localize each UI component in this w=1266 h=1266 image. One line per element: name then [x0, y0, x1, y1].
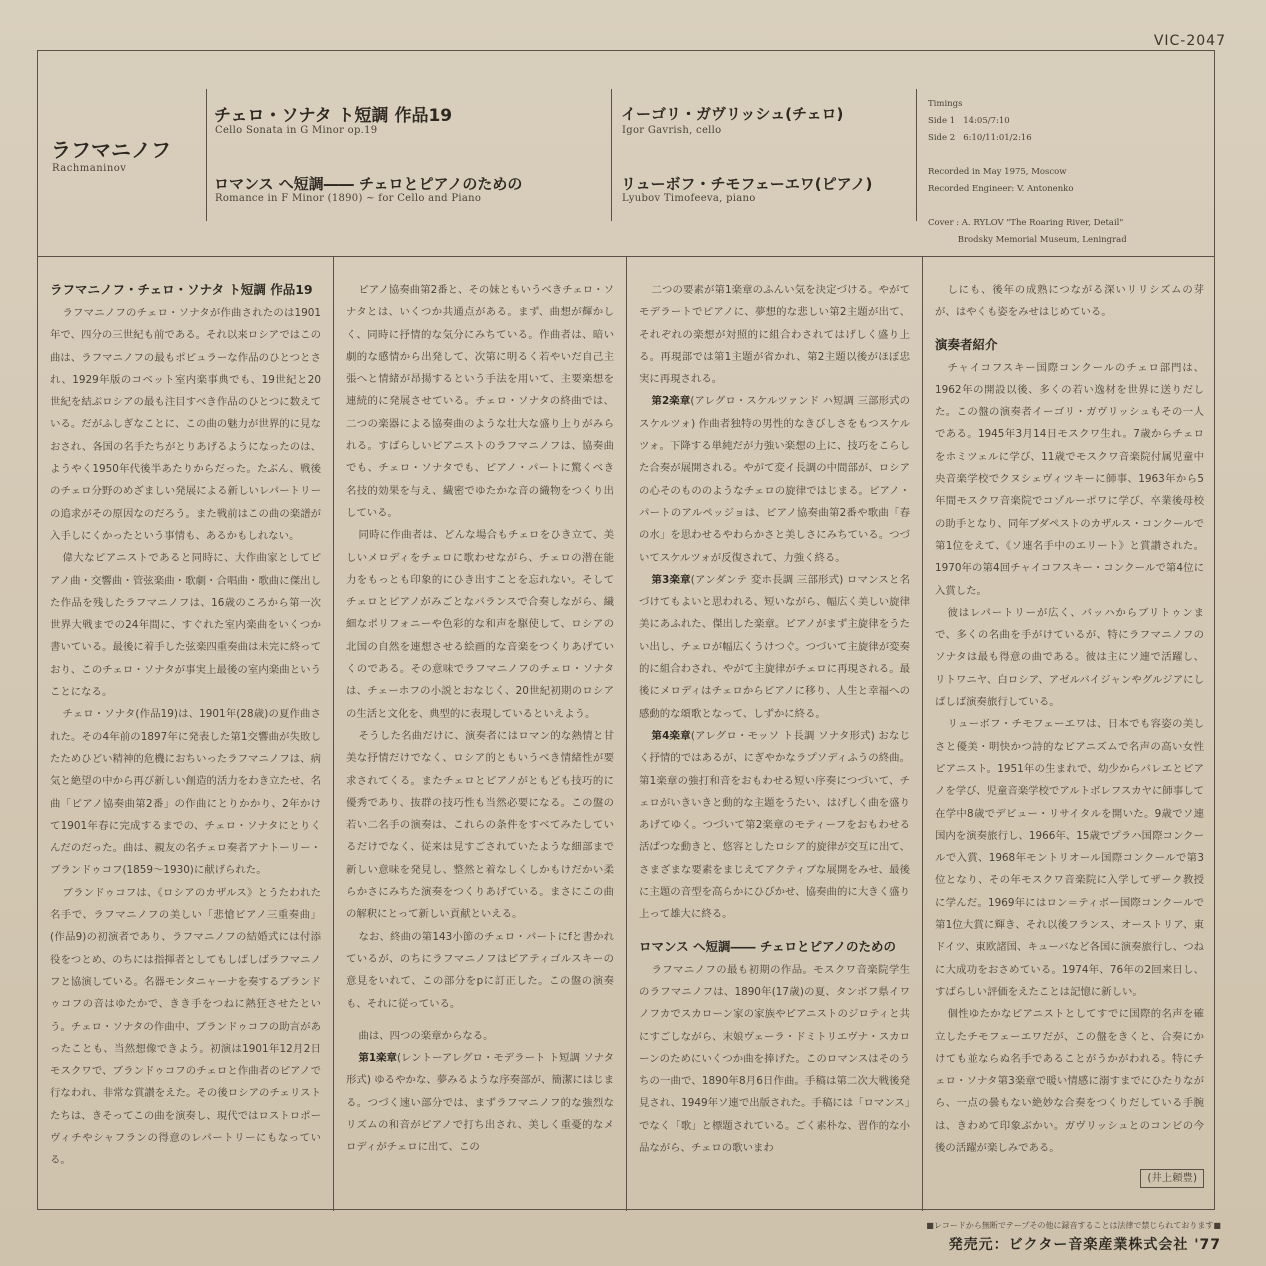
composer-name-en: Rachmaninov — [52, 163, 127, 174]
publisher-line: 発売元：ビクター音楽産業株式会社 '77 — [948, 1237, 1221, 1253]
signature-row — [935, 1167, 1204, 1189]
header-panel — [38, 51, 1214, 257]
sonata-heading: ラフマニノフ・チェロ・ソナタ ト短調 作品19 — [50, 282, 313, 297]
movement-1-label: 第1楽章 — [358, 1052, 397, 1065]
catalog-number: VIC-2047 — [1153, 33, 1226, 49]
recording-credits: Timings Side 1 14:05/7:10 Side 2 6:10/11:01/2:16 Recorded in May 1975, Moscow Recorded Engineer: V. Antonenko Cover : A. RYLOV "The Roaring River, Detail" Brodsky Memorial Museum, Leningrad — [928, 99, 1127, 245]
movement-1-paragraph — [346, 1047, 614, 1158]
movement-4-text: (アレグロ・モッソ ト長調 ソナタ形式) おなじく抒情的ではあるが、にぎやかなラプソディふうの終曲。第1楽章の強打和音をおもわせる短い序奏につづいて、チェロがいきいきと動的な主題をうたい、はげしく曲を盛りあげてゆく。つづいて第2楽章のモティーフをおもわせる活ぱつな動きと、悠容としたロシア的旋律が交互に出て、さまざまな要素をまじえてアクティブな展開をみせ、最後に主題の音型を高らかにひびかせ、協奏曲的に大きく盛り上って雄大に終る。 — [639, 729, 911, 921]
work2-title-en: Romance in F Minor (1890) ~ for Cello and Piano — [215, 193, 482, 204]
romance-heading: ロマンス へ短調―― チェロとピアノのための — [639, 938, 896, 954]
movement-2-text: (アレグロ・スケルツァンド ハ短調 三部形式のスケルツォ) 作曲者独特の男性的なきびしさをもつスケルツォ。下降する単純だが力強い楽想の上に、技巧をこらした合奏が展開される。やがて変イ長調の中間部が、ロシアの心そのもののようなチェロの旋律ではじまる。ピアノ・パートのアルペッジョは、ピアノ協奏曲第2番や歌曲「春の水」を思わせるやわらかさと美しさにみちている。つづいてスケルツォが反復されて、力強く終る。 — [639, 395, 910, 564]
spacer — [935, 324, 1204, 334]
footer — [926, 1220, 1221, 1254]
column-4 — [922, 257, 1216, 1211]
paragraph: なお、終曲の第143小節のチェロ・パートにfと書かれているが、のちにラフマニノフはピアティゴルスキーの意見をいれて、この部分をpに訂正した。この盤の演奏も、それに従っている。 — [346, 930, 614, 1010]
movement-2-paragraph — [639, 390, 910, 568]
column-3 — [626, 257, 922, 1211]
paragraph: ピアノ協奏曲第2番と、その妹ともいうべきチェロ・ソナタとは、いくつか共通点がある。まず、曲想が輝かしく、同時に抒情的な気分にみちている。作曲者は、暗い劇的な感情から出発して、次第に明るく若やいだ自己主張へと情緒が昂揚するという手法を用いて、主要楽想を連続的に発展させている。チェロ・ソナタの終曲では、二つの楽器による協奏曲のような壮大な盛り上りがみられる。すばらしいピアニストのラフマニノフは、協奏曲でも、チェロ・ソナタでも、ピアノ・パートに驚くべき名技的効果を与え、繊密でゆたかな音の織物をつくり出している。 — [346, 284, 614, 519]
performer2-name-jp: リューボフ・チモフェーエワ(ピアノ) — [621, 175, 873, 193]
liner-notes-columns — [38, 257, 1214, 1211]
movement-1-text: (レントーアレグロ・モデラート ト短調 ソナタ形式) ゆるやかな、夢みるような序奏部が、簡潔にはじまる。つづく速い部分では、まずラフマニノフ的な強烈なリズムの和音がピアノで打ち出され、美しく重憂的なメロディがチェロに出て、この — [346, 1052, 615, 1154]
movement-2-label: 第2楽章 — [651, 395, 691, 408]
composer-name-jp: ラフマニノフ — [51, 138, 171, 162]
movement-3-text: (アンダンテ 変ホ長調 三部形式) ロマンスと名づけてもよいと思われる、短いながら、幅広く美しい旋律美にあふれた、傑出した楽章。ピアノがまず主旋律をうたい出し、チェロが幅広くうけつぐ。つづいて主旋律が変奏的に組合わされ、やがて主旋律がチェロに再現される。最後にメロディはチェロからピアノに移り、人生と幸福への感動的な頌歌となって、しずかに終る。 — [639, 573, 910, 720]
header-divider-2 — [611, 89, 612, 221]
paragraph: 彼はレパートリーが広く、バッハからブリトゥンまで、多くの名曲を手がけているが、特にラフマニノフのソナタは最も得意の曲である。彼は主にソ連で活躍し、リトワニヤ、白ロシア、アゼルバイジャンやグルジアにしばしば演奏旅行している。 — [935, 606, 1204, 709]
paragraph: そうした名曲だけに、演奏者にはロマン的な熱情と甘美な抒情だけでなく、ロシア的ともいうべき情緒性が要求されてくる。またチェロとピアノがともども技巧的に優秀であり、抜群の技巧性も当然必要になる。この盤の若い二名手の演奏は、これらの条件をすべてみたしているだけでなく、従来は見すごされていたような細部まで新しい意味を発見し、整然と着なしくしかもけだかい柔らかさにみちた演奏をつくりあげている。まさにこの曲の解釈にとって新しい貢献といえる。 — [346, 729, 614, 921]
work1-title-jp: チェロ・ソナタ ト短調 作品19 — [214, 106, 453, 126]
spacer — [346, 1015, 614, 1025]
paragraph: ラフマニノフの最も初期の作品。モスクワ音楽院学生のラフマニノフは、1890年(17歳)の夏、タンボフ県イワノフカでスカローン家の家族やピアニストのジロティと共にすごしながら、末娘ヴェーラ・ドミトリエヴナ・スカローンのためにいくつか曲を捧げた。このロマンスはそのうちの一曲で、1890年8月6日作曲。手稿は第二次大戦後発見され、1949年ソ連で出版された。手稿には「ロマンス」でなく「歌」と標題されている。ごく素朴な、習作的な小品ながら、チェロの歌いまわ — [639, 963, 910, 1154]
paragraph: 曲は、四つの楽章からなる。 — [358, 1029, 494, 1042]
performer1-name-jp: イーゴリ・ガヴリッシュ(チェロ) — [621, 105, 844, 123]
paragraph: チェロ・ソナタ(作品19)は、1901年(28歳)の夏作曲された。その4年前の1897年に発表した第1交響曲が失敗したためひどい精神的危機におちいったラフマニノフは、病気と絶望の中から再び新しい創造的活力をわき立たせ、名曲「ピアノ協奏曲第2番」の作曲にとりかかり、2年かけて1901年春に完成するまでの、チェロ・ソナタにとりくんだのだった。曲は、親友の名チェロ奏者アナトーリー・ブランドゥコフ(1859〜1930)に献げられた。 — [50, 708, 321, 877]
movement-4-label: 第4楽章 — [651, 729, 691, 742]
paragraph: しにも、後年の成熟につながる深いリリシズムの芽が、はやくも姿をみせはじめている。 — [935, 284, 1204, 319]
header-divider-1 — [206, 89, 207, 221]
work2-title-jp: ロマンス へ短調―― チェロとピアノのための — [214, 175, 523, 193]
paragraph: ブランドゥコフは、《ロシアのカザルス》とうたわれた名手で、ラフマニノフの美しい「悲愴ピアノ三重奏曲」(作品9)の初演者であり、ラフマニノフの結婚式には付添役をつとめ、のちには指揮者としてもしばしばラフマニノフと協演している。名器モンタニャーナを奏するブランドゥコフの音はゆたかで、きき手をつねに熱狂させたという。チェロ・ソナタの作曲中、ブランドゥコフの助言があったことも、当然想像できよう。初演は1901年12月2日モスクワで、ブランドゥコフのチェロと作曲者のピアノで行なわれ、非常な賞讃をえた。その後ロシアのチェリストたちは、きそってこの曲を演奏し、現代ではロストロポーヴィチやシャフランの得意のレパートリーにもなっている。 — [50, 886, 321, 1167]
paragraph: 同時に作曲者は、どんな場合もチェロをひき立て、美しいメロディをチェロに歌わせながら、チェロの潜在能力をもっとも印象的にひき出すことを忘れない。そしてチェロとピアノがみごとなバランスで合奏しながら、繊細なポリフォニーや色彩的な和声を駆使して、ロシアの北国の自然を連想させる絵画的な音楽をつくりあげていくのである。その意味でラフマニノフのチェロ・ソナタは、チェーホフの小説とおなじく、20世紀初期のロシアの生活と文化を、典型的に表現しているといえよう。 — [346, 529, 614, 720]
paragraph: チャイコフスキー国際コンクールのチェロ部門は、1962年の開設以後、多くの若い逸材を世界に送りだした。この盤の演奏者イーゴリ・ガヴリッシュもその一人である。1945年3月14日モスクワ生れ。7歳からチェロをホミツェルに学び、11歳でモスクワ音楽院付属児童中央音楽学校でクヌシェヴィツキーに師事、1963年から5年間モスクワ音楽院でコゾルーポワに学び、卒業後母校の助手となり、同年ブダペストのカザルス・コンクールで第1位をえて、《ソ連名手中のエリート》と賞讃された。1970年の第4回チャイコフスキー・コンクールで第4位に入賞した。 — [935, 361, 1204, 597]
paragraph: 二つの要素が第1楽章のふんい気を決定づける。やがてモデラートでピアノに、夢想的な悲しい第2主題が出て、それぞれの楽想が対照的に組合わされてはげしく盛り上る。再現部では第1主題が省かれ、第2主題以後がほぼ忠実に再現される。 — [639, 284, 910, 386]
header-divider-3 — [916, 89, 917, 221]
column-2 — [333, 257, 626, 1211]
paragraph: ラフマニノフのチェロ・ソナタが作曲されたのは1901年で、四分の三世紀も前である。それ以来ロシアではこの曲は、ラフマニノフの最もポピュラーな作品のひとつとされ、1929年版のコベット室内楽事典でも、19世紀と20世紀を結ぶロシアの最も注目すべき作品のひとつに数えている。だがふしぎなことに、この曲の魅力が世界的に見なおされ、各国の名手たちがとりあげるようになったのは、ようやく1950年代後半あたりからだった。たぶん、戦後のチェロ分野のめざましい発展による新しいレパートリーの追求がその原因なのだろう。また戦前はこの曲の楽譜が入手しにくかったという事情も、あるかもしれない。 — [50, 307, 321, 542]
movement-3-label: 第3楽章 — [651, 573, 691, 586]
paragraph: 個性ゆたかなピアニストとしてすでに国際的名声を確立したチモフェーエワだが、この盤をきくと、合奏にかけても並ならぬ名手であることがうかがわれる。特にチェロ・ソナタ第3楽章で暖い情感に溺すまでにひたりながら、一点の曇もない絶妙な合奏をつくりだしている手腕は、きわめて印象ぶかい。ガヴリッシュとのコンビの今後の活躍が楽しみである。 — [935, 1008, 1204, 1154]
column-1 — [38, 257, 333, 1211]
performers-heading: 演奏者紹介 — [935, 336, 998, 352]
movement-3-paragraph — [639, 569, 910, 725]
copyright-notice: ■レコードから無断でテープその他に録音することは法律で禁じられております■ — [926, 1221, 1221, 1230]
performer1-name-en: Igor Gavrish, cello — [622, 125, 722, 136]
performer2-name-en: Lyubov Timofeeva, piano — [622, 193, 756, 204]
author-signature: (井上頼豊) — [1140, 1169, 1204, 1188]
paragraph: リューボフ・チモフェーエワは、日本でも容姿の美しさと優美・明快かつ詩的なピアニズムで名声の高い女性ピアニスト。1951年の生まれで、幼少からバレエとピアノを学び、児童音楽学校でアルトボレフスカヤに師事して在学中8歳でデビュー・リサイタルを開いた。9歳でソ連国内を演奏旅行し、1966年、15歳でプラハ国際コンクールで入賞、1968年モントリオール国際コンクールで第3位となり、その年モスクワ音楽院に入学してザーク教授に学んだ。1969年にはロン＝ティボー国際コンクールで第1位大賞に輝き、それ以後フランス、オーストリア、東ドイツ、東欧諸国、キューバなど各国に演奏旅行し、つねに大成功をおさめている。1974年、76年の2回来日し、すばらしい評価をえたことは記憶に新しい。 — [935, 718, 1204, 998]
paragraph: 偉大なピアニストであると同時に、大作曲家としてピアノ曲・交響曲・管弦楽曲・歌劇・合唱曲・歌曲に傑出した作品を残したラフマニノフは、16歳のころから第一次世界大戦までの24年間に、すぐれた室内楽曲をいくつか書いている。最後に着手した弦楽四重奏曲は未完に終っており、このチェロ・ソナタが事実上最後の室内楽曲ということになる。 — [50, 552, 321, 699]
spacer — [639, 926, 910, 936]
work1-title-en: Cello Sonata in G Minor op.19 — [215, 125, 378, 136]
liner-notes-frame — [37, 50, 1215, 1210]
movement-4-paragraph — [639, 725, 910, 926]
